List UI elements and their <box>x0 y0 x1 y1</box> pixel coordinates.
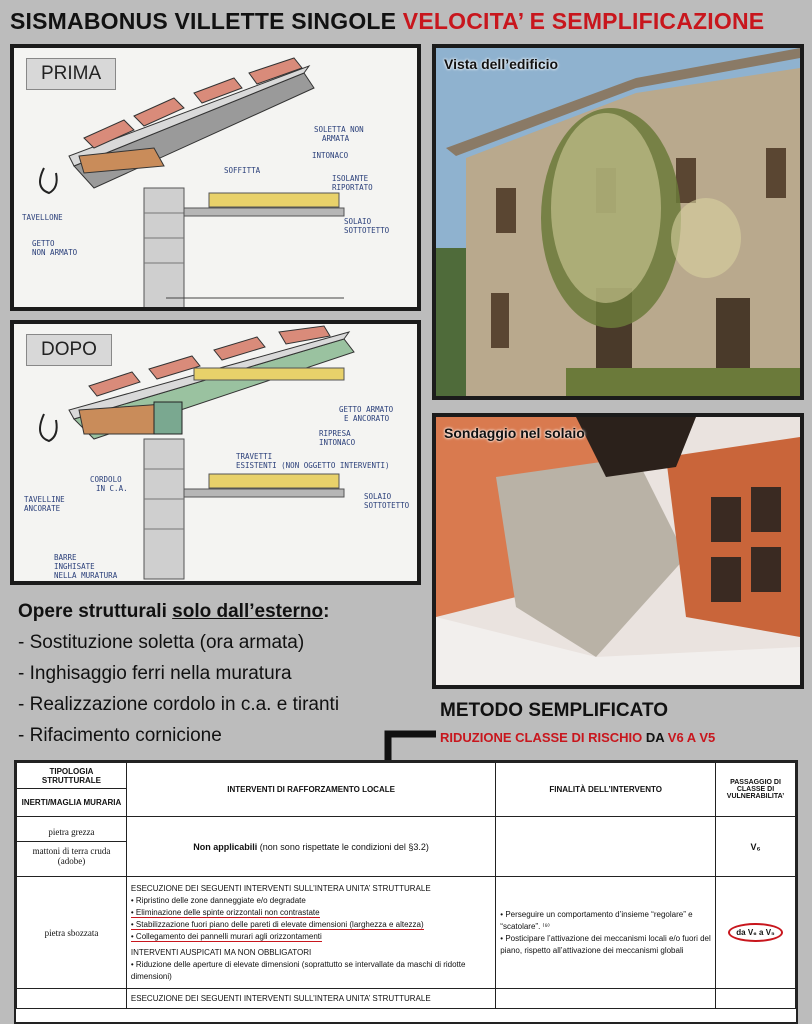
after-tag: DOPO <box>26 334 112 366</box>
svg-text:NON ARMATO: NON ARMATO <box>32 248 78 257</box>
row3-type <box>17 989 127 1009</box>
svg-text:SOLETTA NON: SOLETTA NON <box>314 125 364 134</box>
svg-text:GETTO: GETTO <box>32 239 55 248</box>
svg-text:INTONACO: INTONACO <box>319 438 356 447</box>
svg-text:ANCORATE: ANCORATE <box>24 504 61 513</box>
svg-text:SOTTOTETTO: SOTTOTETTO <box>364 501 410 510</box>
svg-text:SOLAIO: SOLAIO <box>344 217 372 226</box>
svg-text:SOFFITTA: SOFFITTA <box>224 166 261 175</box>
title-highlight: VELOCITA’ E SEMPLIFICAZIONE <box>402 8 765 34</box>
building-photo <box>436 48 800 396</box>
svg-text:RIPORTATO: RIPORTATO <box>332 183 373 192</box>
after-sketch-panel <box>10 320 421 585</box>
class-change-circle: da V₆ a V₅ <box>728 923 782 942</box>
works-item: - Sostituzione soletta (ora armata) <box>18 632 305 653</box>
method-title: METODO SEMPLIFICATO <box>440 700 669 721</box>
svg-text:BARRE: BARRE <box>54 553 77 562</box>
svg-text:GETTO ARMATO: GETTO ARMATO <box>339 405 394 414</box>
svg-text:CORDOLO: CORDOLO <box>90 475 122 484</box>
building-photo-panel <box>432 44 804 400</box>
row1-finalita <box>496 817 716 877</box>
svg-text:TRAVETTI: TRAVETTI <box>236 452 273 461</box>
classification-table <box>14 760 798 1024</box>
page-title <box>10 8 764 35</box>
svg-text:IN C.A.: IN C.A. <box>96 484 128 493</box>
survey-photo-caption: Sondaggio nel solaio <box>444 425 585 441</box>
row2-type: pietra sbozzata <box>17 877 127 989</box>
row2-class <box>716 877 796 989</box>
row1-type: pietra grezza mattoni di terra cruda (adobe) <box>17 817 127 877</box>
works-item: - Inghisaggio ferri nella muratura <box>18 663 292 684</box>
svg-text:ESISTENTI (NON OGGETTO INTERVE: ESISTENTI (NON OGGETTO INTERVENTI) <box>236 461 390 470</box>
header-finalita: FINALITÀ DELL’INTERVENTO <box>496 763 716 817</box>
row2-interventi: ESECUZIONE DEI SEGUENTI INTERVENTI SULL’INTERA UNITA’ STRUTTURALE • Ripristino delle zone danneggiate e/o degradate • Eliminazione delle spinte orizzontali non contrastate • Stabilizzazione fuori piano delle pareti di elevate dimensioni (larghezza e altezza) • Collegamento dei pannelli murari agli orizzontamenti INTERVENTI AUSPICATI MA NON OBBLIGATORI • Riduzione delle aperture di elevate dimensioni (soprattutto se intervallate da maschi di ridotte dimensioni) <box>126 877 495 989</box>
method-block <box>440 700 715 745</box>
svg-text:INGHISATE: INGHISATE <box>54 562 95 571</box>
header-interventi: INTERVENTI DI RAFFORZAMENTO LOCALE <box>126 763 495 817</box>
row3-interventi: ESECUZIONE DEI SEGUENTI INTERVENTI SULL’INTERA UNITA’ STRUTTURALE <box>126 989 495 1009</box>
structural-works <box>18 596 339 751</box>
building-photo-caption: Vista dell’edificio <box>444 56 559 72</box>
svg-text:NELLA MURATURA: NELLA MURATURA <box>54 571 118 580</box>
row2-finalita: • Perseguire un comportamento d’insieme “regolare” e “scatolare”. ⁽⁹⁾ • Posticipare l’attivazione dei meccanismi locali e/o fuori del piano, rispetto all’attivazione dei meccanismi globali <box>496 877 716 989</box>
svg-text:ISOLANTE: ISOLANTE <box>332 174 369 183</box>
svg-text:RIPRESA: RIPRESA <box>319 429 351 438</box>
svg-text:SOLAIO: SOLAIO <box>364 492 392 501</box>
row1-class: V₆ <box>716 817 796 877</box>
before-tag: PRIMA <box>26 58 116 90</box>
title-main: SISMABONUS VILLETTE SINGOLE <box>10 8 397 34</box>
works-heading: Opere strutturali solo dall’esterno: <box>18 601 330 622</box>
svg-text:INTONACO: INTONACO <box>312 151 349 160</box>
row3-finalita <box>496 989 716 1009</box>
row1-interventi: Non applicabili (non sono rispettate le condizioni del §3.2) <box>126 817 495 877</box>
header-tipologia: TIPOLOGIA STRUTTURALE <box>17 763 127 789</box>
header-inerti: INERTI/MAGLIA MURARIA <box>17 789 127 817</box>
works-item: - Rifacimento cornicione <box>18 725 222 746</box>
survey-photo <box>436 417 800 685</box>
method-subtitle: RIDUZIONE CLASSE DI RISCHIO DA V6 A V5 <box>440 730 716 745</box>
svg-text:TAVELLONE: TAVELLONE <box>22 213 63 222</box>
svg-text:SOTTOTETTO: SOTTOTETTO <box>344 226 390 235</box>
survey-photo-panel <box>432 413 804 689</box>
svg-text:TAVELLINE: TAVELLINE <box>24 495 65 504</box>
works-item: - Realizzazione cordolo in c.a. e tiranti <box>18 694 340 715</box>
row3-class <box>716 989 796 1009</box>
svg-text:E ANCORATO: E ANCORATO <box>344 414 390 423</box>
before-sketch-panel <box>10 44 421 311</box>
header-passaggio: PASSAGGIO DI CLASSE DI VULNERABILITA’ <box>716 763 796 817</box>
svg-text:ARMATA: ARMATA <box>322 134 350 143</box>
